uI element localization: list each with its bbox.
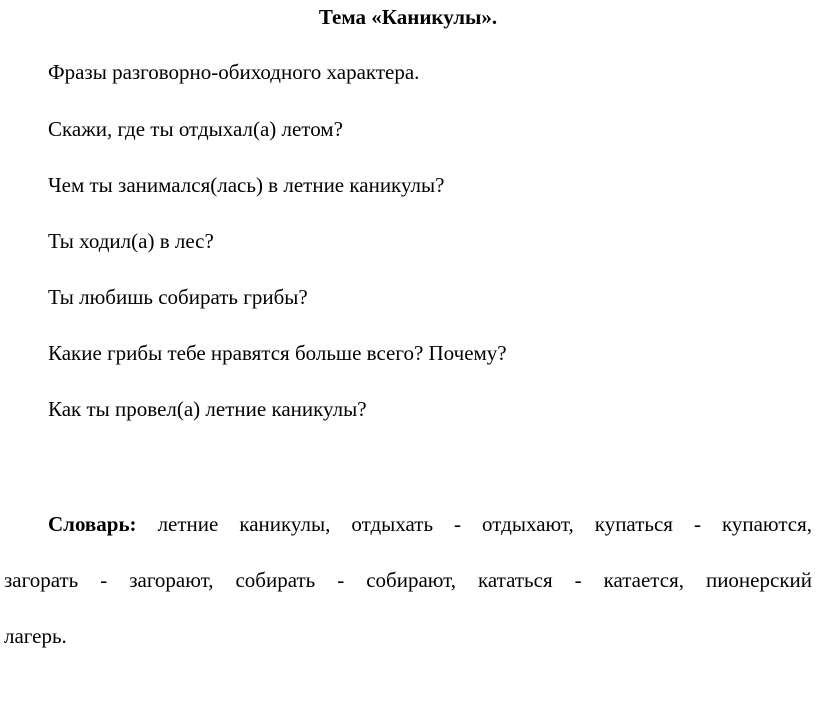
phrase-line: Какие грибы тебе нравятся больше всего? Почему? bbox=[48, 341, 507, 365]
vocabulary-line-1 bbox=[48, 511, 812, 537]
vocabulary-label: Словарь: bbox=[48, 512, 137, 536]
phrase-line: Чем ты занимался(лась) в летние каникулы? bbox=[48, 173, 445, 197]
vocabulary-text: летние каникулы, отдыхать - отдыхают, купаться - купаются, bbox=[157, 512, 812, 536]
phrase-line: Как ты провел(а) летние каникулы? bbox=[48, 397, 367, 421]
phrase-line: Ты ходил(а) в лес? bbox=[48, 229, 214, 253]
vocabulary-line-2: загорать - загорают, собирать - собирают, кататься - катается, пионерский bbox=[4, 568, 812, 592]
vocabulary-line-3: лагерь. bbox=[4, 624, 67, 648]
phrase-heading: Фразы разговорно-обиходного характера. bbox=[48, 60, 420, 84]
phrase-line: Скажи, где ты отдыхал(а) летом? bbox=[48, 117, 343, 141]
phrase-line: Ты любишь собирать грибы? bbox=[48, 285, 308, 309]
document-title: Тема «Каникулы». bbox=[318, 5, 498, 29]
